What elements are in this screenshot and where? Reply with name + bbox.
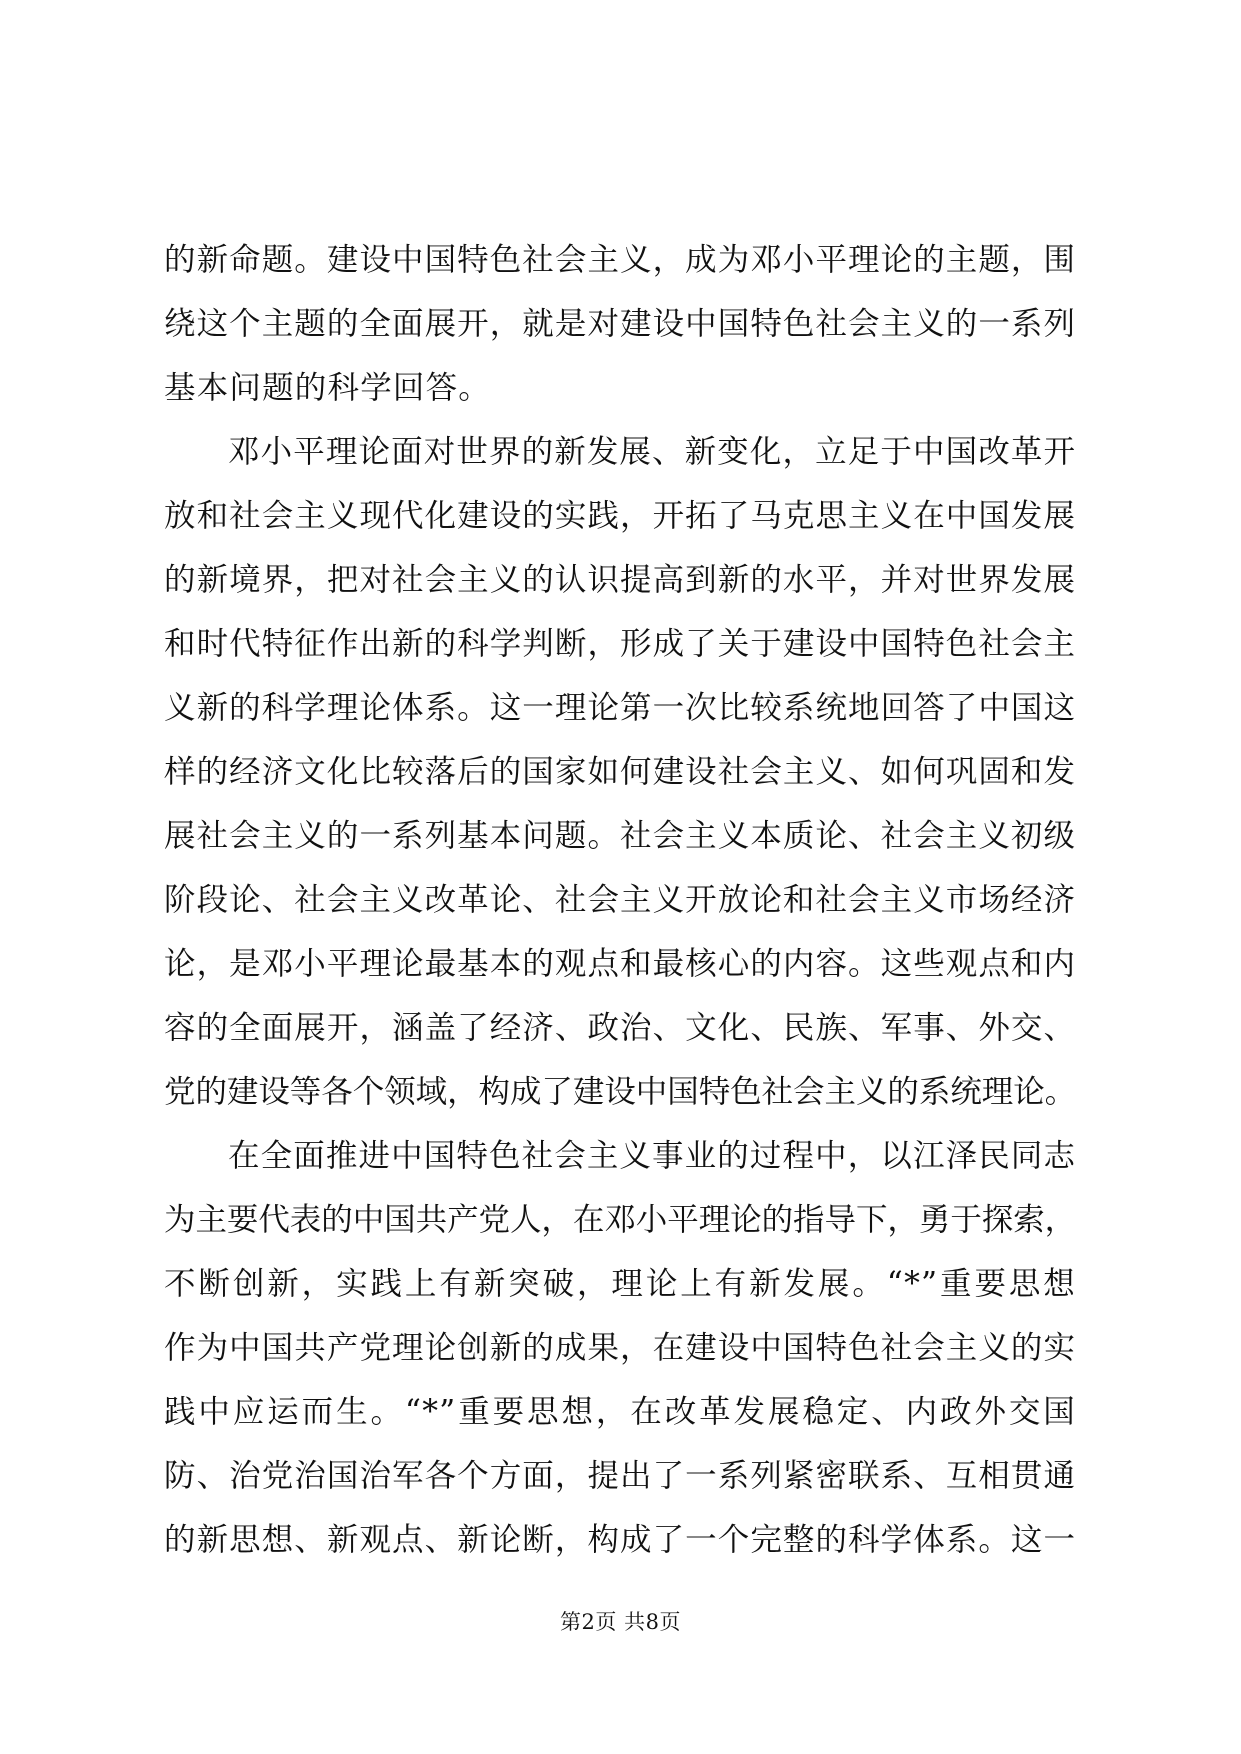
text-line: 基本问题的科学回答。 <box>164 370 492 406</box>
text-line: 的新境界，把对社会主义的认识提高到新的水平，并对世界发展 <box>164 562 1076 598</box>
text-line: 放和社会主义现代化建设的实践，开拓了马克思主义在中国发展 <box>164 498 1076 534</box>
document-body <box>164 228 1076 1572</box>
text-line: 的新思想、新观点、新论断，构成了一个完整的科学体系。这一 <box>164 1522 1076 1558</box>
text-line: 和时代特征作出新的科学判断，形成了关于建设中国特色社会主 <box>164 626 1076 662</box>
paragraph-1 <box>164 228 1076 420</box>
text-line: 义新的科学理论体系。这一理论第一次比较系统地回答了中国这 <box>164 690 1076 726</box>
paragraph-3 <box>164 1124 1076 1572</box>
text-line: 不断创新，实践上有新突破，理论上有新发展。“*”重要思想 <box>164 1266 1076 1302</box>
text-line: 邓小平理论面对世界的新发展、新变化，立足于中国改革开 <box>228 434 1076 470</box>
text-line: 为主要代表的中国共产党人，在邓小平理论的指导下，勇于探索， <box>164 1202 1076 1238</box>
page-footer: 第2页 共8页 <box>560 1610 681 1634</box>
text-line: 样的经济文化比较落后的国家如何建设社会主义、如何巩固和发 <box>164 754 1076 790</box>
text-line: 容的全面展开，涵盖了经济、政治、文化、民族、军事、外交、 <box>164 1010 1076 1046</box>
text-line: 阶段论、社会主义改革论、社会主义开放论和社会主义市场经济 <box>164 882 1076 918</box>
text-line: 论，是邓小平理论最基本的观点和最核心的内容。这些观点和内 <box>164 946 1076 982</box>
text-line: 的新命题。建设中国特色社会主义，成为邓小平理论的主题，围 <box>164 242 1076 278</box>
text-line: 党的建设等各个领域，构成了建设中国特色社会主义的系统理论。 <box>164 1074 1076 1110</box>
text-line: 践中应运而生。“*”重要思想，在改革发展稳定、内政外交国 <box>164 1394 1076 1430</box>
text-line: 防、治党治国治军各个方面，提出了一系列紧密联系、互相贯通 <box>164 1458 1076 1494</box>
text-line: 在全面推进中国特色社会主义事业的过程中，以江泽民同志 <box>228 1138 1076 1174</box>
text-line: 作为中国共产党理论创新的成果，在建设中国特色社会主义的实 <box>164 1330 1076 1366</box>
paragraph-2 <box>164 420 1076 1124</box>
text-line: 展社会主义的一系列基本问题。社会主义本质论、社会主义初级 <box>164 818 1076 854</box>
text-line: 绕这个主题的全面展开，就是对建设中国特色社会主义的一系列 <box>164 306 1076 342</box>
